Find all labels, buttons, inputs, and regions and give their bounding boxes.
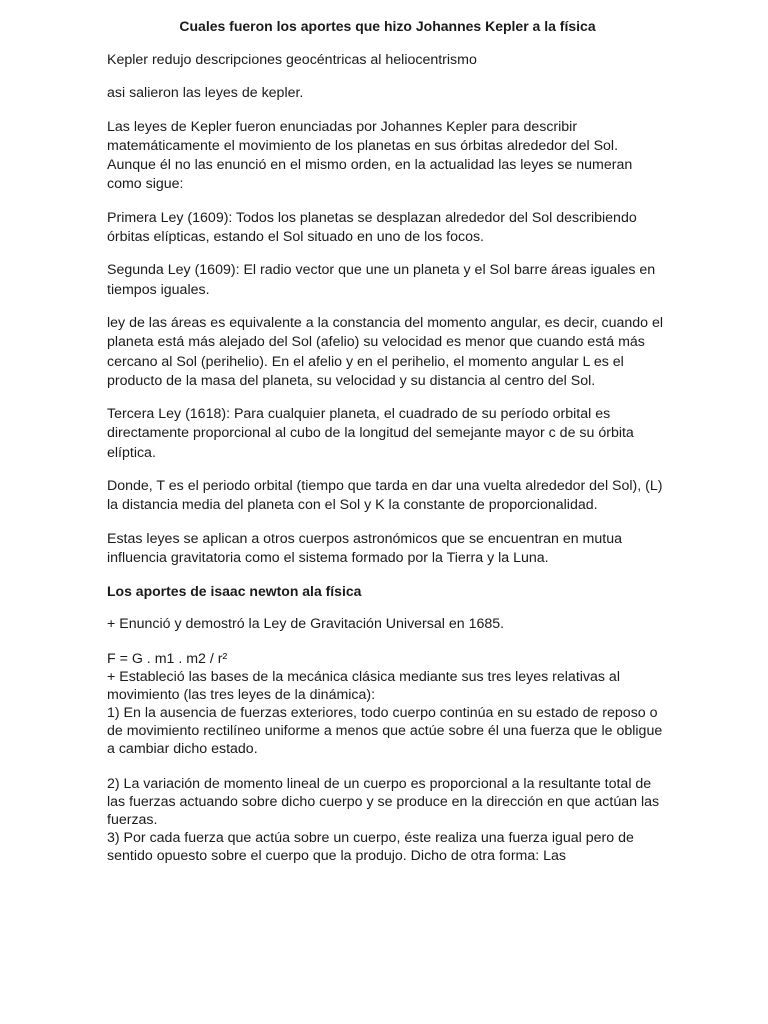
paragraph-intro: Kepler redujo descripciones geocéntricas al heliocentrismo: [107, 52, 477, 68]
paragraph-leyes: asi salieron las leyes de kepler.: [107, 85, 304, 102]
paragraph-areas-law: ley de las áreas es equivalente a la constancia del momento angular, es decir, cuando el planeta está más alejado del Sol (afelio) su velocidad es menor que cuando está más cercano al Sol (perihelio). En el afelio y en el perihelio, el momento angular L es el producto de la masa del planeta, su velocidad y su distancia al centro del Sol.: [107, 314, 664, 389]
document-title: Cuales fueron los aportes que hizo Johannes Kepler a la física: [179, 18, 596, 34]
paragraph-first-law: Primera Ley (1609): Todos los planetas se desplazan alrededor del Sol describiendo órbitas elípticas, estando el Sol situado en uno de los focos.: [107, 209, 637, 246]
section-heading-newton: Los aportes de isaac newton ala física: [107, 583, 362, 600]
newton-formula: F = G . m1 . m2 / r²: [107, 651, 228, 668]
newton-second-law: 2) La variación de momento lineal de un cuerpo es proporcional a la resultante total de las fuerzas actuando sobre dicho cuerpo y se produce en la dirección en que actúan las fuerzas.: [107, 776, 660, 829]
newton-first-law: 1) En la ausencia de fuerzas exteriores, todo cuerpo continúa en su estado de reposo o de movimiento rectilíneo uniforme a menos que actúe sobre él una fuerza que le obligue a cambiar dicho estado.: [107, 705, 663, 758]
paragraph-kepler-laws: Las leyes de Kepler fueron enunciadas por Johannes Kepler para describir matemáticamente el movimiento de los planetas en sus órbitas alrededor del Sol. Aunque él no las enunció en el mismo orden, en la actualidad las leyes se numeran como sigue:: [107, 118, 633, 193]
newton-third-law: 3) Por cada fuerza que actúa sobre un cuerpo, éste realiza una fuerza igual pero de sentido opuesto sobre el cuerpo que la produjo. Dicho de otra forma: Las: [107, 830, 634, 865]
paragraph-definitions: Donde, T es el periodo orbital (tiempo que tarda en dar una vuelta alrededor del Sol), (L) la distancia media del planeta con el Sol y K la constante de proporcionalidad.: [107, 478, 663, 514]
paragraph-application: Estas leyes se aplican a otros cuerpos astronómicos que se encuentran en mutua influencia gravitatoria como el sistema formado por la Tierra y la Luna.: [107, 530, 622, 566]
newton-mechanics: + Estableció las bases de la mecánica clásica mediante sus tres leyes relativas al movimiento (las tres leyes de la dinámica):: [107, 669, 620, 704]
paragraph-third-law: Tercera Ley (1618): Para cualquier planeta, el cuadrado de su período orbital es directamente proporcional al cubo de la longitud del semejante mayor c de su órbita elíptica.: [107, 406, 634, 461]
newton-gravitation: + Enunció y demostró la Ley de Gravitación Universal en 1685.: [107, 616, 505, 633]
paragraph-second-law: Segunda Ley (1609): El radio vector que une un planeta y el Sol barre áreas iguales en tiempos iguales.: [107, 262, 656, 298]
